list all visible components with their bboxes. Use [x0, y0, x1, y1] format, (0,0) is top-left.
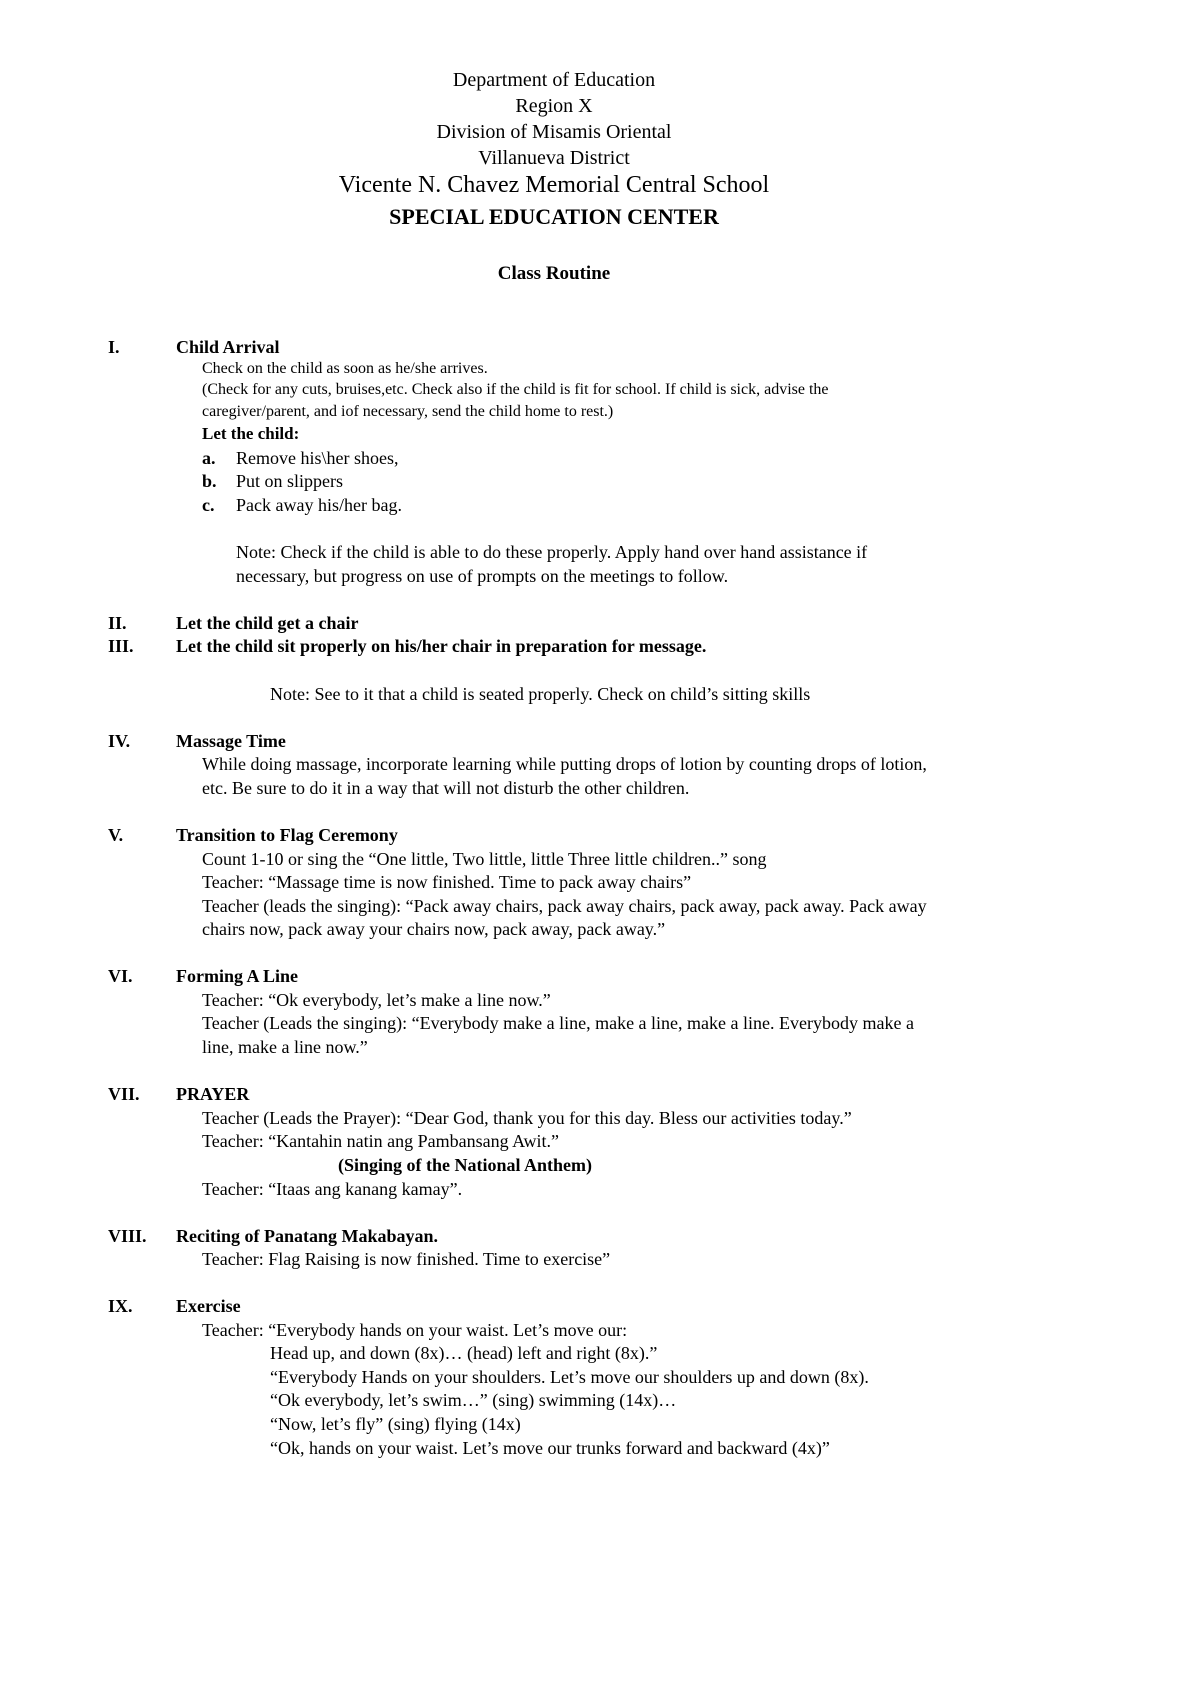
division-line: Division of Misamis Oriental	[436, 121, 672, 143]
section-3-title: Let the child sit properly on his/her chair in preparation for message.	[176, 636, 707, 656]
section-6-title: Forming A Line	[176, 966, 299, 986]
section-1-numeral: I.	[108, 337, 120, 357]
section-9-body-line: Teacher: “Everybody hands on your waist. Let’s move our:	[202, 1320, 628, 1340]
section-7-body-line: Teacher: “Itaas ang kanang kamay”.	[202, 1179, 463, 1199]
section-4-title: Massage Time	[176, 731, 286, 751]
list-item-text: Put on slippers	[236, 471, 344, 491]
section-9-title: Exercise	[176, 1296, 241, 1316]
list-item-letter: b.	[202, 471, 217, 491]
section-3-numeral: III.	[108, 636, 134, 656]
school-name: Vicente N. Chavez Memorial Central School	[338, 172, 770, 198]
list-item-text: Remove his\her shoes,	[236, 448, 399, 468]
section-2-title: Let the child get a chair	[176, 613, 359, 633]
section-1-note-line: Note: Check if the child is able to do these properly. Apply hand over hand assistance if	[236, 542, 868, 562]
district-line: Villanueva District	[478, 147, 630, 169]
section-6-numeral: VI.	[108, 966, 133, 986]
section-1-body-line: (Check for any cuts, bruises,etc. Check also if the child is fit for school. If child is sick, advise the	[202, 381, 829, 398]
section-8-body-line: Teacher: Flag Raising is now finished. Time to exercise”	[202, 1249, 611, 1269]
national-anthem-heading: (Singing of the National Anthem)	[338, 1155, 593, 1175]
exercise-step-line: “Everybody Hands on your shoulders. Let’s move our shoulders up and down (8x).	[270, 1367, 869, 1387]
section-1-body-line: caregiver/parent, and iof necessary, send the child home to rest.)	[202, 403, 614, 420]
section-7-title: PRAYER	[176, 1084, 250, 1104]
section-6-body-line: Teacher (Leads the singing): “Everybody make a line, make a line, make a line. Everybody make a	[202, 1013, 914, 1033]
section-7-numeral: VII.	[108, 1084, 140, 1104]
section-9-numeral: IX.	[108, 1296, 133, 1316]
list-item-letter: a.	[202, 448, 216, 468]
section-5-title: Transition to Flag Ceremony	[176, 825, 398, 845]
section-2-numeral: II.	[108, 613, 127, 633]
section-8-numeral: VIII.	[108, 1226, 147, 1246]
section-6-body-line: line, make a line now.”	[202, 1037, 368, 1057]
document-title: Class Routine	[497, 263, 611, 284]
list-item-letter: c.	[202, 495, 215, 515]
section-8-title: Reciting of Panatang Makabayan.	[176, 1226, 439, 1246]
exercise-step-line: Head up, and down (8x)… (head) left and right (8x).”	[270, 1343, 658, 1363]
exercise-step-line: “Ok, hands on your waist. Let’s move our trunks forward and backward (4x)”	[270, 1438, 830, 1458]
section-4-numeral: IV.	[108, 731, 131, 751]
let-the-child-label: Let the child:	[202, 424, 300, 443]
section-4-body-line: etc. Be sure to do it in a way that will not disturb the other children.	[202, 778, 690, 798]
section-5-body-line: Teacher (leads the singing): “Pack away chairs, pack away chairs, pack away, pack away. Pack away	[202, 896, 927, 916]
section-1-title: Child Arrival	[176, 337, 280, 357]
section-1-body-line: Check on the child as soon as he/she arrives.	[202, 360, 488, 377]
exercise-step-line: “Now, let’s fly” (sing) flying (14x)	[270, 1414, 521, 1434]
list-item-text: Pack away his/her bag.	[236, 495, 402, 515]
section-3-note: Note: See to it that a child is seated properly. Check on child’s sitting skills	[270, 684, 811, 704]
section-5-body-line: chairs now, pack away your chairs now, pack away, pack away.”	[202, 919, 666, 939]
section-5-numeral: V.	[108, 825, 124, 845]
section-6-body-line: Teacher: “Ok everybody, let’s make a line now.”	[202, 990, 551, 1010]
section-7-body-line: Teacher: “Kantahin natin ang Pambansang Awit.”	[202, 1131, 559, 1151]
department-line: Department of Education	[452, 69, 656, 91]
center-name: SPECIAL EDUCATION CENTER	[389, 204, 719, 229]
region-line: Region X	[515, 95, 593, 117]
section-7-body-line: Teacher (Leads the Prayer): “Dear God, thank you for this day. Bless our activities today.”	[202, 1108, 852, 1128]
section-5-body-line: Teacher: “Massage time is now finished. Time to pack away chairs”	[202, 872, 692, 892]
section-1-note-line: necessary, but progress on use of prompts on the meetings to follow.	[236, 566, 729, 586]
exercise-step-line: “Ok everybody, let’s swim…” (sing) swimming (14x)…	[270, 1390, 677, 1410]
section-5-body-line: Count 1-10 or sing the “One little, Two little, little Three little children..” song	[202, 849, 767, 869]
section-4-body-line: While doing massage, incorporate learning while putting drops of lotion by counting drops of lotion,	[202, 754, 927, 774]
